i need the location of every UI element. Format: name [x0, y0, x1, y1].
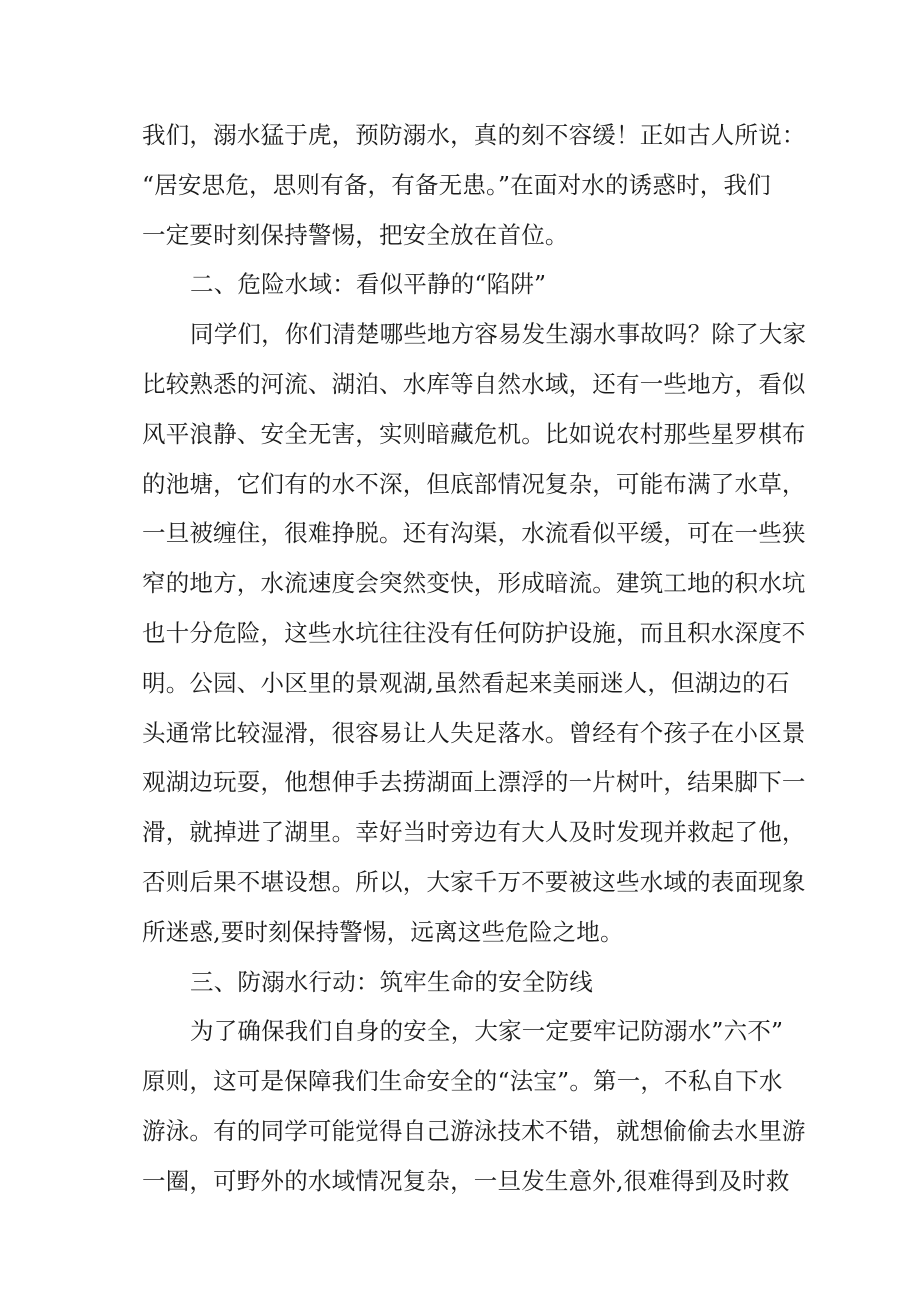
- paragraph-line: 一旦被缠住，很难挣脱。还有沟渠，水流看似平缓，可在一些狭: [142, 519, 806, 548]
- paragraph-line: 风平浪静、安全无害，实则暗藏危机。比如说农村那些星罗棋布: [142, 419, 806, 448]
- paragraph-line: “居安思危，思则有备，有备无患。”在面对水的诱惑时，我们: [142, 170, 771, 199]
- paragraph-line: 我们，溺水猛于虎，预防溺水，真的刻不容缓！正如古人所说：: [142, 121, 806, 149]
- paragraph-line: 明。公园、小区里的景观湖,虽然看起来美丽迷人，但湖边的石: [142, 668, 790, 697]
- paragraph-line: 滑，就掉进了湖里。幸好当时旁边有大人及时发现并救起了他，: [142, 818, 806, 847]
- paragraph-line-indented: 三、防溺水行动：筑牢生命的安全防线: [190, 967, 593, 996]
- paragraph-line: 的池塘，它们有的水不深，但底部情况复杂，可能布满了水草，: [142, 469, 806, 498]
- paragraph-line-indented: 二、危险水域：看似平静的“陷阱”: [190, 270, 547, 299]
- paragraph-line: 一圈，可野外的水域情况复杂，一旦发生意外,很难得到及时救: [142, 1166, 790, 1195]
- document-body: [142, 111, 807, 1207]
- paragraph-line-indented: 同学们，你们清楚哪些地方容易发生溺水事故吗？除了大家: [190, 320, 807, 349]
- paragraph-line: 观湖边玩耍，他想伸手去捞湖面上漂浮的一片树叶，结果脚下一: [142, 768, 806, 797]
- paragraph-line: 头通常比较湿滑，很容易让人失足落水。曾经有个孩子在小区景: [142, 718, 806, 747]
- paragraph-line: 游泳。有的同学可能觉得自己游泳技术不错，就想偷偷去水里游: [142, 1116, 806, 1145]
- paragraph-line: 比较熟悉的河流、湖泊、水库等自然水域，还有一些地方，看似: [142, 369, 806, 398]
- paragraph-line: 原则，这可是保障我们生命安全的“法宝”。第一，不私自下水: [142, 1067, 783, 1096]
- paragraph-line-indented: 为了确保我们自身的安全，大家一定要牢记防溺水”六不”: [190, 1017, 784, 1046]
- paragraph-line: 窄的地方，水流速度会突然变快，形成暗流。建筑工地的积水坑: [142, 569, 806, 598]
- paragraph-line: 否则后果不堪设想。所以，大家千万不要被这些水域的表面现象: [142, 867, 806, 896]
- paragraph-line: 也十分危险，这些水坑往往没有任何防护设施，而且积水深度不: [142, 618, 806, 647]
- paragraph-line: 所迷惑,要时刻保持警惕，远离这些危险之地。: [142, 917, 624, 946]
- paragraph-line: 一定要时刻保持警惕，把安全放在首位。: [142, 220, 569, 249]
